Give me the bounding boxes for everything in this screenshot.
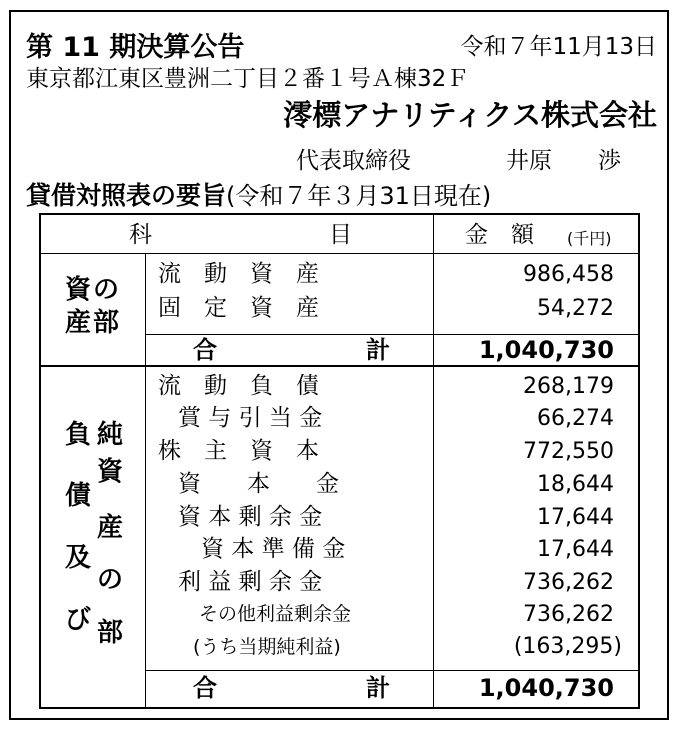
equity-row-label: 資 本 剰 余 金 [178, 504, 323, 530]
representative-title: 代表取締役 [296, 148, 411, 174]
liabilities-total-label-2: 計 [366, 674, 390, 702]
header-unit: (千円) [567, 229, 612, 248]
company-address: 東京都江東区豊洲二丁目２番１号Ａ棟32Ｆ [26, 66, 470, 92]
side-column-divider [145, 253, 146, 707]
liabilities-side-char: 及 [65, 543, 92, 573]
equity-row-label: 資 本 準 備 金 [201, 536, 346, 562]
equity-row-label: 利 益 剰 余 金 [178, 569, 323, 595]
equity-row-label: 株 主 資 本 [158, 438, 319, 464]
liability-row-label: 賞 与 引 当 金 [178, 405, 323, 431]
section-divider [41, 365, 638, 367]
assets-total-label-2: 計 [366, 336, 390, 364]
asset-row-value: 986,458 [523, 262, 614, 287]
equity-row-label: その他利益剰余金 [199, 603, 352, 625]
notice-date: 令和７年11月13日 [460, 34, 657, 60]
liabilities-total-value: 1,040,730 [478, 674, 614, 702]
notice-title: 第 11 期決算公告 [26, 32, 245, 63]
equity-side-char: 純 [97, 420, 124, 450]
balance-sheet-title-main: 貸借対照表の要旨 [26, 181, 227, 210]
company-name: 澪標アナリティクス株式会社 [283, 98, 657, 132]
liabilities-side-char: 債 [65, 481, 92, 511]
equity-row-value: (163,295) [513, 634, 622, 659]
equity-side-char: の [97, 565, 124, 595]
assets-side-label-1: 資の [65, 275, 122, 305]
equity-row-value: 17,644 [537, 537, 614, 562]
liability-row-label: 流 動 負 債 [158, 373, 319, 399]
equity-row-label: (うち当期純利益) [193, 636, 341, 658]
liabilities-total-label-1: 合 [193, 674, 217, 702]
equity-row-value: 736,262 [523, 570, 614, 595]
asset-row-value: 54,272 [537, 296, 614, 321]
balance-sheet-title [26, 183, 491, 208]
header-item-1: 科 [129, 222, 152, 248]
amount-column-divider [433, 215, 434, 707]
header-item-2: 目 [329, 222, 352, 248]
equity-row-value: 17,644 [537, 505, 614, 530]
liability-row-value: 268,179 [523, 374, 614, 399]
equity-row-value: 772,550 [523, 439, 614, 464]
assets-total-divider [145, 334, 638, 335]
equity-row-value: 18,644 [537, 472, 614, 497]
liabilities-side-char: び [65, 605, 92, 635]
assets-side-label-2: 産部 [65, 308, 122, 338]
equity-side-char: 部 [97, 618, 124, 648]
representative-name: 井原 渉 [506, 148, 621, 174]
liabilities-total-divider [145, 670, 638, 671]
assets-total-value: 1,040,730 [478, 336, 614, 364]
equity-side-char: 資 [97, 457, 124, 487]
asset-row-label: 固 定 資 産 [158, 295, 319, 321]
header-amount: 金 額 [465, 222, 534, 248]
assets-total-label-1: 合 [193, 336, 217, 364]
equity-row-label: 資 本 金 [178, 471, 339, 497]
equity-side-char: 産 [97, 513, 124, 543]
liabilities-side-char: 負 [65, 420, 92, 450]
equity-row-value: 736,262 [523, 602, 614, 627]
balance-sheet-table [39, 213, 640, 709]
liability-row-value: 66,274 [537, 406, 614, 431]
asset-row-label: 流 動 資 産 [158, 261, 319, 287]
header-divider [41, 253, 638, 254]
balance-sheet-period: (令和７年３月31日現在) [226, 182, 492, 210]
